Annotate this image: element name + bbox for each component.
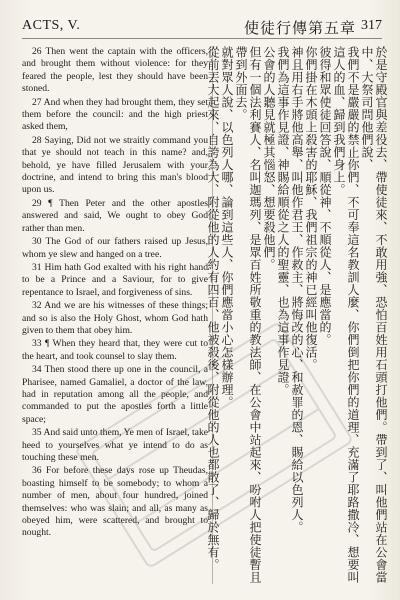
verse-29: 29 ¶ Then Peter and the other apostles answered and said, We ought to obey God rather than men. (22, 197, 208, 234)
chinese-verse: 公會的人聽見就極其惱怒、想要殺他們。 (262, 46, 276, 271)
verse-33: 33 ¶ When they heard that, they were cut to the heart, and took counsel to slay them. (22, 338, 208, 362)
verse-28: 28 Saying, Did not we straitly command you that ye should not teach in this name? and, behold, ye have filled Jerusalem with your doctrine, and intend to bring this man's blood upon us. (22, 134, 208, 196)
chinese-verse: 我們為這事作見證、神賜給順從之人的聖靈、也為這事作見證。 (276, 46, 290, 396)
english-column (22, 46, 208, 541)
chinese-verse: 就對眾人說、以色列人哪、論到這些人、你們應當小心怎樣辦理。 (220, 46, 234, 409)
chinese-verse: 但有一個法利賽人、名叫迦瑪列、是眾百姓所敬重的教法師、在公會中站起來、吩咐人把使徒暫且帶到外面去。 (234, 46, 262, 584)
chinese-verse: 神且用右手將他高舉、叫他作君王、作救主、將悔改的心、和赦罪的恩、賜給以色列人。 (290, 46, 304, 534)
verse-31: 31 Him hath God exalted with his right hand to be a Prince and a Saviour, for to give repentance to Israel, and forgiveness of sins. (22, 261, 208, 298)
book-chapter-title: ACTS, V. (22, 18, 81, 33)
page-header (22, 18, 382, 39)
chinese-verse: 你們掛在木頭上殺害的耶穌、我們祖宗的神已經叫他復活。 (304, 46, 318, 371)
verse-27: 27 And when they had brought them, they set them before the council: and the high priest asked them, (22, 96, 208, 133)
chinese-verse: 從前丟大起來、自誇為大、附從他的人約有四百、他被殺後、附從他的人也都散了、歸於無有。 (206, 46, 220, 571)
chinese-column (206, 46, 388, 586)
chinese-chapter-title: 使徒行傳第五章 (244, 21, 357, 37)
verse-35: 35 And said unto them, Ye men of Israel, take heed to yourselves what ye intend to do as touching these men. (22, 427, 208, 463)
verse-32: 32 And we are his witnesses of these things; and so is also the Holy Ghost, whom God hath given to them that obey him. (22, 300, 208, 336)
verse-34: 34 Then stood there up one in the council, a Pharisee, named Gamaliel, a doctor of the law, had in reputation among all the people, and commanded to put the apostles forth a little space; (22, 364, 208, 425)
chinese-verse: 我們不是嚴嚴的禁止你們、不可奉這名教訓人麼、你們倒把你們的道理、充滿了耶路撒冷、想要叫這人的血、歸到我們身上。 (332, 46, 360, 584)
chinese-verse: 彼得和眾使徒回答說、順從神、不順從人、是應當的。 (318, 46, 332, 346)
page-number: 317 (361, 18, 382, 33)
chinese-verse: 於是守殿官與差役去、帶使徒來、不敢用強、恐怕百姓用石頭打他們。帶到了、叫他們站在公會當中、大祭司問他們說、 (360, 46, 388, 584)
verse-36: 36 For before these days rose up Theudas, boasting himself to be somebody; to whom a number of men, about four hundred, joined themselves: who was slain; and all, as many as obeyed him, were scattered, and brought to nought. (22, 465, 208, 539)
verse-26: 26 Then went the captain with the officers, and brought them without violence: for they feared the people, lest they should have been stoned. (22, 46, 208, 95)
verse-30: 30 The God of our fathers raised up Jesus, whom ye slew and hanged on a tree. (22, 236, 208, 260)
